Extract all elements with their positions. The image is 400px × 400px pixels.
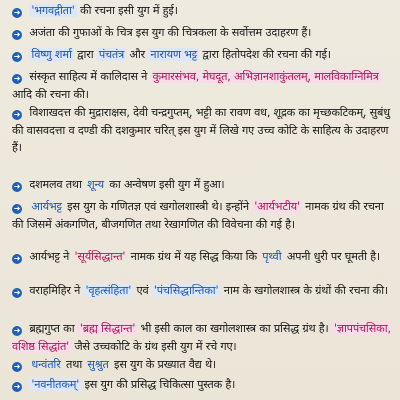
text-segment: जैसे उच्चकोटि के ग्रंथ इसी युग में रचे गए। (71, 339, 237, 353)
bullet-text (29, 250, 380, 263)
bullet-item (12, 376, 392, 394)
text-segment: नामक ग्रंथ में यह सिद्ध किया कि (127, 250, 261, 263)
text-segment: अपनी धुरी पर घूमती है। (283, 250, 380, 263)
bullet-item (12, 282, 392, 300)
text-segment: की रचना इसी युग में हुई। (76, 4, 178, 17)
bullet-item (12, 248, 392, 266)
text-segment: कुमारसंभव, मेघदूत, अभिज्ञानशाकुंतलम्, मालविकाग्निमित्र (152, 70, 379, 83)
text-segment: अजंता की गुफाओं के चित्र इस युग की चित्रकला के सर्वोत्तम उदाहरण हैं। (29, 26, 312, 39)
arrow-bullet-icon: ➜ (13, 254, 21, 263)
bullet-text (29, 4, 177, 17)
bullet-item (12, 2, 392, 20)
bullet-text (29, 284, 388, 297)
text-segment: वराहमिहिर ने (29, 284, 84, 297)
bullet-item (12, 68, 392, 103)
text-segment: भी इसी काल का खगोलशास्त्र का प्रसिद्ध ग्रंथ है। (137, 322, 332, 335)
text-segment: शून्य (87, 178, 104, 191)
arrow-bullet-icon: ➜ (13, 74, 21, 83)
text-segment: एवं (133, 284, 152, 297)
arrow-bullet-icon: ➜ (13, 110, 21, 119)
text-segment: तथा (62, 358, 86, 371)
text-segment: संस्कृत साहित्य में कालिदास ने (29, 70, 151, 83)
arrow-bullet-icon: ➜ (13, 288, 21, 297)
text-segment: 'आर्यभटीय' (254, 200, 300, 213)
text-segment: इस युग के प्रख्यात वैद्य थे। (110, 358, 216, 371)
text-segment: आर्यभट्ट (31, 200, 62, 213)
arrow-bullet-icon: ➜ (13, 30, 21, 39)
text-segment: आदि की रचना की। (12, 87, 89, 101)
arrow-bullet-icon: ➜ (13, 362, 21, 371)
bullet-text (29, 26, 311, 39)
text-segment: सुश्रुत (87, 358, 109, 371)
text-segment: 'भगवद्गीता' (31, 4, 75, 17)
text-segment: 'ज्ञापपंचसिका, वशिष्ठ सिद्धांत' (12, 322, 391, 353)
text-segment: इस युग के गणितज्ञ एवं खगोलशास्त्री थे। इन्होंने (63, 200, 253, 213)
text-segment: 'ब्रह्म सिद्धान्त' (79, 322, 136, 335)
text-segment: का अन्वेषण इसी युग में हुआ। (105, 178, 225, 191)
bullet-item (12, 356, 392, 374)
bullet-item (12, 176, 392, 194)
arrow-bullet-icon: ➜ (13, 326, 21, 335)
text-segment: 'सूर्यसिद्धान्त' (74, 250, 126, 263)
text-segment: नामक ग्रंथ की रचना की जिसमें अंकगणित, बीजगणित तथा रेखागणित की विवेचना की गई है। (12, 200, 384, 231)
bullet-text (12, 70, 381, 101)
text-segment: नारायण भट्ट (150, 48, 198, 61)
arrow-bullet-icon: ➜ (13, 8, 21, 17)
bullet-text (29, 178, 224, 191)
bullet-text (12, 322, 391, 353)
arrow-bullet-icon: ➜ (13, 204, 21, 213)
text-segment: पृथ्वी (262, 250, 282, 263)
text-segment: आर्यभट्ट ने (29, 250, 73, 263)
text-segment: द्वारा (73, 48, 97, 61)
text-segment: दशमलव तथा (29, 178, 86, 191)
bullet-item (12, 198, 392, 233)
bullet-text (29, 358, 216, 371)
text-segment: धन्वंतरि (31, 358, 61, 371)
arrow-bullet-icon: ➜ (13, 182, 21, 191)
bullet-text (12, 106, 390, 154)
text-segment: 'नवनीतकम्' (31, 378, 80, 391)
arrow-bullet-icon: ➜ (13, 382, 21, 391)
text-segment: नाम के खगोलशास्त्र के ग्रंथों की रचना की। (220, 284, 388, 297)
text-segment: द्वारा हितोपदेश की रचना की गई। (199, 48, 331, 61)
bullet-item (12, 46, 392, 64)
bullet-text (12, 200, 384, 231)
text-segment: पंचतंत्र (98, 48, 125, 61)
bullet-item (12, 24, 392, 42)
bullet-item (12, 104, 392, 157)
text-segment: विष्णु शर्मा (31, 48, 72, 61)
bullet-item (12, 320, 392, 355)
text-segment: इस युग की प्रसिद्ध चिकित्सा पुस्तक है। (81, 378, 236, 391)
arrow-bullet-icon: ➜ (13, 52, 21, 61)
bullet-text (29, 48, 330, 61)
text-segment: ब्रह्मगुप्त का (29, 322, 78, 335)
text-segment: विशाखदत्त की मुद्राराक्षस, देवी चन्द्रगुप्तम्, भट्टी का रावण वध, शूद्रक का मृच्छकटिकम्, सुबंधु की वासवदत्ता व दण्डी की दशकुमार चरित् इस युग में लिखे गए उच्च कोटि के साहित्य के उदाहरण हैं। (12, 106, 390, 154)
bullet-text (29, 378, 235, 391)
text-segment: 'वृहत्संहिता' (85, 284, 132, 297)
text-segment: 'पंचसिद्धान्तिका' (153, 284, 219, 297)
text-segment: और (126, 48, 149, 61)
